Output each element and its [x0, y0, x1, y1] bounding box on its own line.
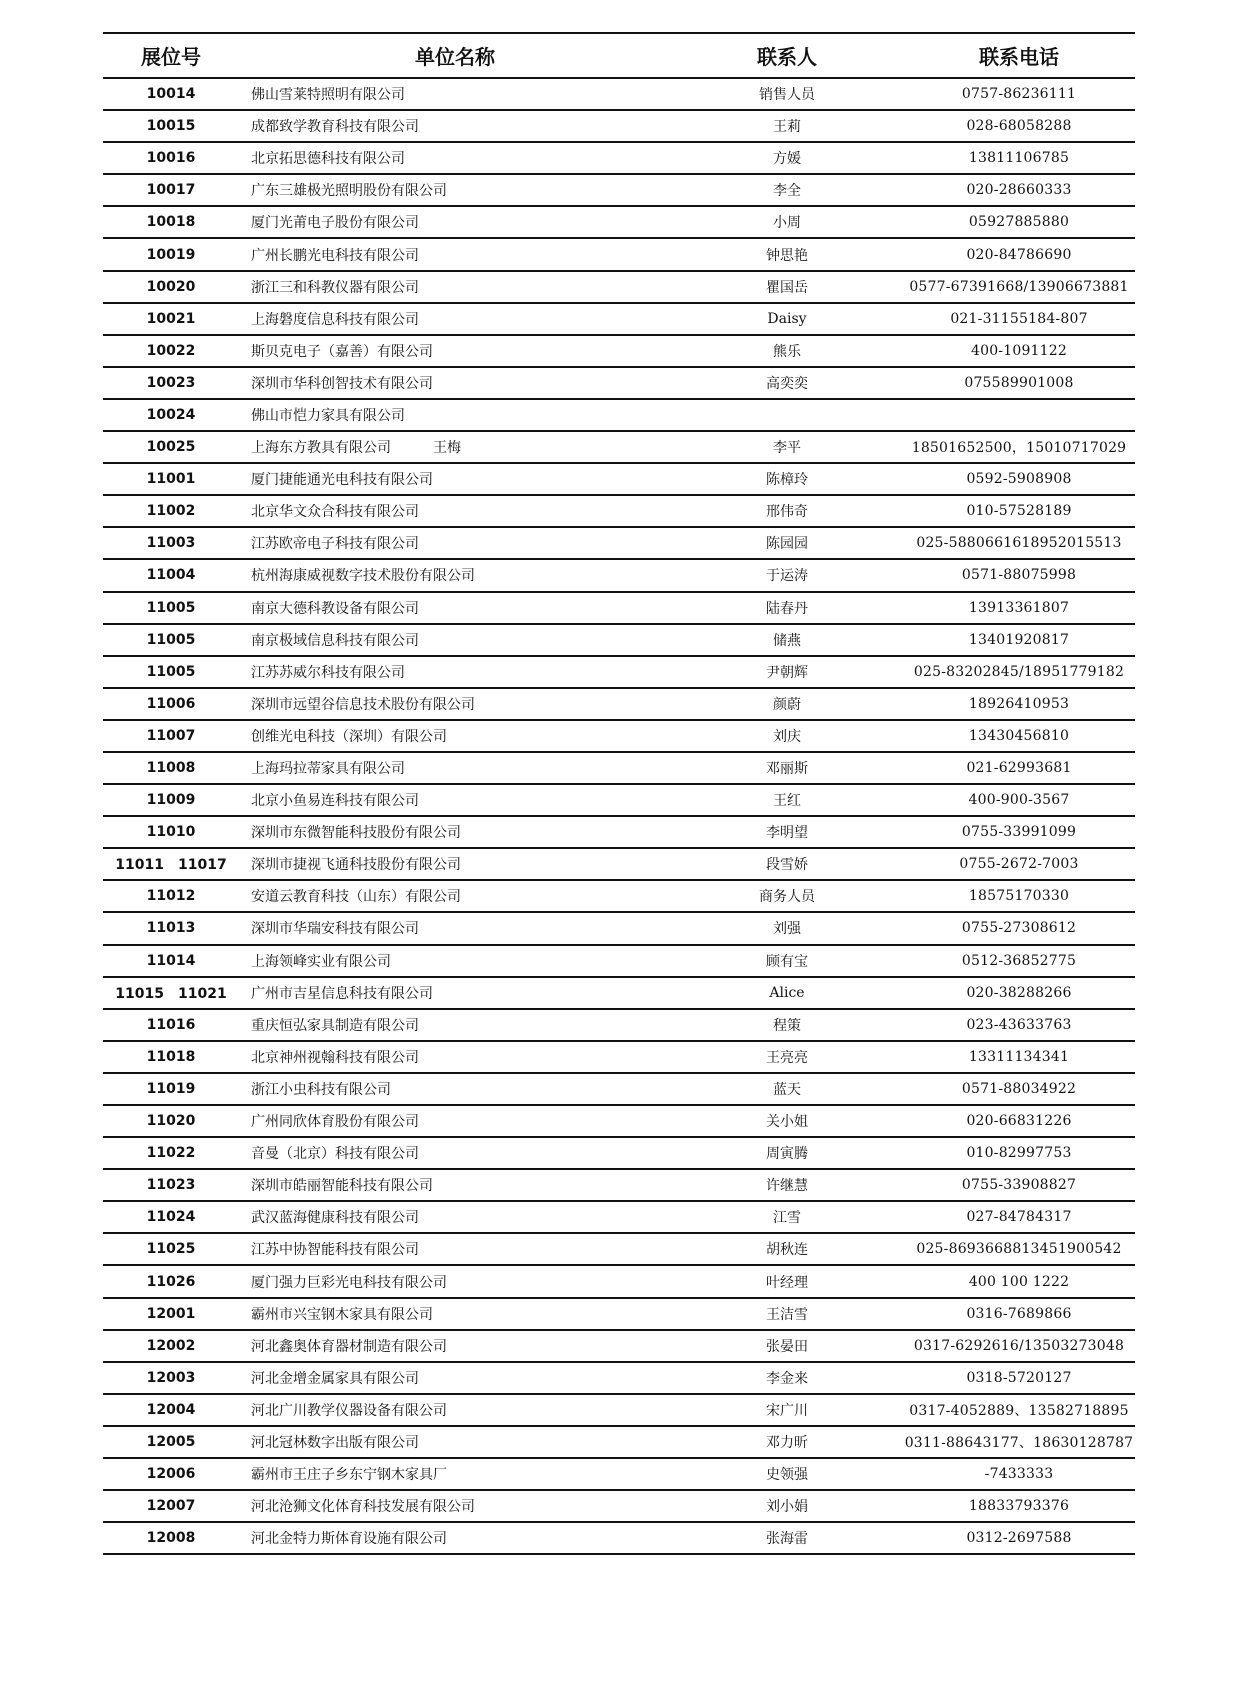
contact-phone-cell: 021-62993681	[966, 760, 1072, 777]
table-row	[103, 1427, 1135, 1459]
contact-person-cell: 叶经理	[766, 1274, 808, 1291]
company-name-cell: 音曼（北京）科技有限公司	[251, 1146, 419, 1163]
booth-number-cell: 12004	[146, 1401, 196, 1418]
table-row	[103, 1010, 1135, 1042]
contact-person-cell: 许继慧	[766, 1178, 808, 1195]
booth-number-cell: 10021	[146, 310, 196, 327]
company-name-cell: 成都致学教育科技有限公司	[251, 119, 419, 136]
company-name-cell: 江苏苏威尔科技有限公司	[251, 664, 405, 681]
company-name-cell: 霸州市王庄子乡东宁钢木家具厂	[251, 1467, 447, 1484]
company-name-cell: 浙江小虫科技有限公司	[251, 1081, 391, 1098]
contact-person-cell: 尹朝辉	[766, 664, 808, 681]
contact-person-cell: 王红	[773, 793, 801, 810]
booth-number-cell: 10024	[146, 406, 196, 423]
contact-phone-cell: 023-43633763	[966, 1016, 1072, 1033]
table-row	[103, 496, 1135, 528]
contact-phone-cell: 18501652500，15010717029	[911, 440, 1127, 457]
contact-person-cell: 段雪娇	[766, 857, 808, 874]
table-row	[103, 175, 1135, 207]
table-row	[103, 239, 1135, 271]
contact-phone-cell: 010-57528189	[966, 503, 1072, 520]
booth-number-cell: 10019	[146, 246, 196, 263]
company-name-cell: 杭州海康威视数字技术股份有限公司	[251, 568, 475, 585]
booth-number-cell: 11011 11017	[115, 857, 227, 874]
contact-person-cell: 关小姐	[766, 1114, 808, 1131]
table-row	[103, 1042, 1135, 1074]
booth-number-cell: 11026	[146, 1273, 196, 1290]
company-name-cell: 北京小鱼易连科技有限公司	[251, 793, 419, 810]
table-row	[103, 432, 1135, 464]
company-name-cell: 河北冠林数字出版有限公司	[251, 1434, 419, 1451]
contact-person-cell: 陆春丹	[766, 600, 808, 617]
company-name-cell: 深圳市捷视飞通科技股份有限公司	[251, 857, 461, 874]
contact-phone-cell: 0316-7689866	[966, 1305, 1072, 1322]
contact-phone-cell: 075589901008	[964, 374, 1074, 391]
table-row	[103, 978, 1135, 1010]
contact-phone-cell: 0312-2697588	[966, 1530, 1072, 1547]
contact-person-cell: 陈园园	[766, 536, 808, 553]
booth-number-cell: 10023	[146, 374, 196, 391]
header-company-name: 单位名称	[415, 45, 495, 69]
table-row	[103, 593, 1135, 625]
contact-person-cell: Alice	[769, 984, 805, 1001]
header-contact-person: 联系人	[757, 45, 817, 69]
table-row	[103, 625, 1135, 657]
header-booth-number: 展位号	[141, 45, 201, 69]
table-row	[103, 207, 1135, 239]
table-row	[103, 1363, 1135, 1395]
company-name-cell: 佛山市恺力家具有限公司	[251, 407, 405, 424]
table-row	[103, 79, 1135, 111]
contact-phone-cell: 027-84784317	[966, 1209, 1072, 1226]
contact-person-cell: 邢伟奇	[766, 504, 808, 521]
contact-person-cell: 胡秋连	[766, 1242, 808, 1259]
booth-number-cell: 11024	[146, 1209, 196, 1226]
booth-number-cell: 12002	[146, 1337, 196, 1354]
contact-phone-cell: 18833793376	[968, 1498, 1070, 1515]
company-name-cell: 南京极域信息科技有限公司	[251, 632, 419, 649]
contact-phone-cell: 0577-67391668/13906673881	[909, 278, 1129, 295]
table-row	[103, 753, 1135, 785]
contact-person-cell: 钟思艳	[766, 247, 808, 264]
contact-phone-cell: 400 100 1222	[968, 1273, 1070, 1290]
company-name-cell: 广州市吉星信息科技有限公司	[251, 985, 433, 1002]
table-row	[103, 1491, 1135, 1523]
company-name-cell: 上海磐度信息科技有限公司	[251, 311, 419, 328]
company-name-cell: 南京大德科教设备有限公司	[251, 600, 419, 617]
table-row	[103, 785, 1135, 817]
company-name-cell: 上海领峰实业有限公司	[251, 953, 391, 970]
booth-number-cell: 10018	[146, 214, 196, 231]
company-name-cell: 厦门强力巨彩光电科技有限公司	[251, 1274, 447, 1291]
contact-person-cell: Daisy	[767, 310, 807, 327]
contact-phone-cell: 0755-33908827	[961, 1177, 1077, 1194]
company-name-cell: 武汉蓝海健康科技有限公司	[251, 1210, 419, 1227]
booth-number-cell: 11005	[146, 663, 196, 680]
booth-number-cell: 12001	[146, 1305, 196, 1322]
contact-phone-cell: 020-38288266	[966, 984, 1072, 1001]
table-row	[103, 400, 1135, 432]
booth-number-cell: 12007	[146, 1498, 196, 1515]
table-row	[103, 689, 1135, 721]
contact-person-cell: 顾有宝	[766, 953, 808, 970]
company-name-cell: 安道云教育科技（山东）有限公司	[251, 889, 461, 906]
table-row	[103, 881, 1135, 913]
contact-phone-cell: 0755-33991099	[961, 824, 1077, 841]
booth-number-cell: 10014	[146, 86, 196, 103]
table-body	[103, 79, 1135, 1555]
booth-number-cell: 11010	[146, 824, 196, 841]
contact-phone-cell: 0571-88034922	[961, 1080, 1077, 1097]
contact-person-cell: 熊乐	[773, 343, 801, 360]
table-row	[103, 111, 1135, 143]
company-name-cell: 河北金增金属家具有限公司	[251, 1370, 419, 1387]
contact-phone-cell: 18575170330	[968, 888, 1070, 905]
contact-person-cell: 史领强	[766, 1467, 808, 1484]
company-name-cell: 佛山雪莱特照明有限公司	[251, 87, 405, 104]
contact-person-cell: 张海雷	[766, 1531, 808, 1548]
table-row	[103, 1395, 1135, 1427]
company-name-cell: 广州长鹏光电科技有限公司	[251, 247, 419, 264]
contact-phone-cell: 028-68058288	[966, 118, 1072, 135]
table-row	[103, 817, 1135, 849]
booth-number-cell: 11008	[146, 760, 196, 777]
company-name-cell: 北京拓思德科技有限公司	[251, 151, 405, 168]
contact-person-cell: 王亮亮	[766, 1049, 808, 1066]
contact-phone-cell: 05927885880	[968, 214, 1070, 231]
table-row	[103, 946, 1135, 978]
exhibitor-table	[103, 32, 1135, 1555]
booth-number-cell: 11007	[146, 727, 196, 744]
contact-person-cell: 销售人员	[759, 87, 815, 104]
booth-number-cell: 10020	[146, 278, 196, 295]
company-name-cell: 北京华文众合科技有限公司	[251, 504, 419, 521]
booth-number-cell: 11015 11021	[115, 985, 227, 1002]
contact-person-cell: 周寅腾	[766, 1146, 808, 1163]
contact-phone-cell: 0755-2672-7003	[959, 856, 1079, 873]
booth-number-cell: 10015	[146, 118, 196, 135]
table-row	[103, 1202, 1135, 1234]
booth-number-cell: 11001	[146, 471, 196, 488]
contact-phone-cell: 0755-27308612	[961, 920, 1077, 937]
table-row	[103, 304, 1135, 336]
table-row	[103, 721, 1135, 753]
company-name-cell: 上海玛拉蒂家具有限公司	[251, 761, 405, 778]
company-name-cell: 江苏中协智能科技有限公司	[251, 1242, 419, 1259]
table-row	[103, 1234, 1135, 1266]
booth-number-cell: 10017	[146, 182, 196, 199]
company-name-cell: 上海东方教具有限公司 王梅	[251, 440, 461, 457]
booth-number-cell: 11016	[146, 1016, 196, 1033]
booth-number-cell: 12003	[146, 1369, 196, 1386]
contact-phone-cell: 0571-88075998	[961, 567, 1077, 584]
table-row	[103, 1106, 1135, 1138]
booth-number-cell: 11009	[146, 792, 196, 809]
table-row	[103, 849, 1135, 881]
contact-phone-cell: 0318-5720127	[966, 1369, 1072, 1386]
table-row	[103, 1523, 1135, 1555]
contact-phone-cell: 400-1091122	[970, 342, 1067, 359]
contact-phone-cell: 0311-88643177、18630128787	[904, 1434, 1134, 1451]
booth-number-cell: 11012	[146, 888, 196, 905]
contact-phone-cell: 021-31155184-807	[950, 310, 1088, 327]
booth-number-cell: 11013	[146, 920, 196, 937]
booth-number-cell: 10016	[146, 150, 196, 167]
contact-person-cell: 储燕	[773, 632, 801, 649]
contact-person-cell: 王莉	[773, 119, 801, 136]
table-row	[103, 1299, 1135, 1331]
company-name-cell: 重庆恒弘家具制造有限公司	[251, 1017, 419, 1034]
booth-number-cell: 11003	[146, 535, 196, 552]
contact-person-cell: 邓力昕	[766, 1434, 808, 1451]
table-row	[103, 560, 1135, 592]
contact-phone-cell: 025-5880661618952015513	[916, 535, 1122, 552]
company-name-cell: 浙江三和科教仪器有限公司	[251, 279, 419, 296]
contact-phone-cell: 0512-36852775	[961, 952, 1077, 969]
company-name-cell: 深圳市华科创智技术有限公司	[251, 375, 433, 392]
header-contact-phone: 联系电话	[979, 45, 1059, 69]
contact-phone-cell: 13430456810	[968, 727, 1070, 744]
contact-person-cell: 宋广川	[766, 1402, 808, 1419]
company-name-cell: 北京神州视翰科技有限公司	[251, 1049, 419, 1066]
table-row	[103, 528, 1135, 560]
contact-phone-cell: 010-82997753	[966, 1145, 1072, 1162]
booth-number-cell: 11022	[146, 1145, 196, 1162]
company-name-cell: 厦门光莆电子股份有限公司	[251, 215, 419, 232]
contact-person-cell: 商务人员	[759, 889, 815, 906]
booth-number-cell: 10022	[146, 342, 196, 359]
table-row	[103, 272, 1135, 304]
company-name-cell: 霸州市兴宝钢木家具有限公司	[251, 1306, 433, 1323]
contact-phone-cell: 13913361807	[968, 599, 1070, 616]
booth-number-cell: 11025	[146, 1241, 196, 1258]
contact-person-cell: 李全	[773, 183, 801, 200]
table-row	[103, 1331, 1135, 1363]
contact-person-cell: 张晏田	[766, 1338, 808, 1355]
contact-person-cell: 蓝天	[773, 1081, 801, 1098]
table-row	[103, 1459, 1135, 1491]
booth-number-cell: 11018	[146, 1048, 196, 1065]
contact-phone-cell: 0317-4052889、13582718895	[909, 1402, 1129, 1419]
booth-number-cell: 11002	[146, 503, 196, 520]
contact-phone-cell: 025-8693668813451900542	[916, 1241, 1122, 1258]
contact-person-cell: 高奕奕	[766, 375, 808, 392]
contact-person-cell: 瞿国岳	[766, 279, 808, 296]
booth-number-cell: 11004	[146, 567, 196, 584]
contact-person-cell: 刘庆	[773, 728, 801, 745]
contact-person-cell: 李金来	[766, 1370, 808, 1387]
table-header	[103, 32, 1135, 79]
contact-person-cell: 李明望	[766, 825, 808, 842]
booth-number-cell: 11006	[146, 695, 196, 712]
contact-phone-cell: -7433333	[984, 1466, 1054, 1483]
contact-phone-cell: 18926410953	[968, 695, 1070, 712]
company-name-cell: 深圳市远望谷信息技术股份有限公司	[251, 696, 475, 713]
contact-phone-cell: 400-900-3567	[968, 792, 1070, 809]
booth-number-cell: 11020	[146, 1113, 196, 1130]
contact-phone-cell: 0317-6292616/13503273048	[913, 1337, 1125, 1354]
booth-number-cell: 11014	[146, 952, 196, 969]
company-name-cell: 深圳市皓丽智能科技有限公司	[251, 1178, 433, 1195]
contact-person-cell: 王洁雪	[766, 1306, 808, 1323]
booth-number-cell: 10025	[146, 439, 196, 456]
contact-person-cell: 江雪	[773, 1210, 801, 1227]
company-name-cell: 深圳市东微智能科技股份有限公司	[251, 825, 461, 842]
booth-number-cell: 11023	[146, 1177, 196, 1194]
contact-phone-cell: 025-83202845/18951779182	[913, 663, 1125, 680]
table-row	[103, 143, 1135, 175]
table-row	[103, 1138, 1135, 1170]
contact-phone-cell: 0757-86236111	[961, 86, 1077, 103]
table-row	[103, 657, 1135, 689]
contact-phone-cell: 13811106785	[968, 150, 1070, 167]
contact-phone-cell: 13311134341	[968, 1048, 1070, 1065]
company-name-cell: 厦门捷能通光电科技有限公司	[251, 472, 433, 489]
contact-person-cell: 于运涛	[766, 568, 808, 585]
contact-phone-cell: 0592-5908908	[966, 471, 1072, 488]
company-name-cell: 创维光电科技（深圳）有限公司	[251, 728, 447, 745]
contact-person-cell: 方媛	[773, 151, 801, 168]
contact-phone-cell: 020-84786690	[966, 246, 1072, 263]
table-row	[103, 1074, 1135, 1106]
company-name-cell: 河北鑫奥体育器材制造有限公司	[251, 1338, 447, 1355]
booth-number-cell: 12006	[146, 1466, 196, 1483]
contact-person-cell: 李平	[773, 440, 801, 457]
table-row	[103, 464, 1135, 496]
table-row	[103, 336, 1135, 368]
booth-number-cell: 11005	[146, 631, 196, 648]
contact-person-cell: 颜蔚	[773, 696, 801, 713]
company-name-cell: 深圳市华瑞安科技有限公司	[251, 921, 419, 938]
contact-phone-cell: 020-28660333	[966, 182, 1072, 199]
company-name-cell: 广州同欣体育股份有限公司	[251, 1114, 419, 1131]
booth-number-cell: 11019	[146, 1080, 196, 1097]
contact-person-cell: 小周	[773, 215, 801, 232]
table-row	[103, 1266, 1135, 1298]
contact-person-cell: 陈樟玲	[766, 472, 808, 489]
table-row	[103, 368, 1135, 400]
contact-person-cell: 刘小娟	[766, 1499, 808, 1516]
company-name-cell: 江苏欧帝电子科技有限公司	[251, 536, 419, 553]
contact-person-cell: 程策	[773, 1017, 801, 1034]
company-name-cell: 河北广川教学仪器设备有限公司	[251, 1402, 447, 1419]
table-row	[103, 913, 1135, 945]
contact-person-cell: 刘强	[773, 921, 801, 938]
company-name-cell: 河北金特力斯体育设施有限公司	[251, 1531, 447, 1548]
company-name-cell: 斯贝克电子（嘉善）有限公司	[251, 343, 433, 360]
contact-phone-cell: 020-66831226	[966, 1113, 1072, 1130]
contact-person-cell: 邓丽斯	[766, 761, 808, 778]
booth-number-cell: 12008	[146, 1530, 196, 1547]
table-row	[103, 1170, 1135, 1202]
company-name-cell: 河北沧狮文化体育科技发展有限公司	[251, 1499, 475, 1516]
booth-number-cell: 12005	[146, 1433, 196, 1450]
company-name-cell: 广东三雄极光照明股份有限公司	[251, 183, 447, 200]
contact-phone-cell: 13401920817	[968, 631, 1070, 648]
booth-number-cell: 11005	[146, 599, 196, 616]
